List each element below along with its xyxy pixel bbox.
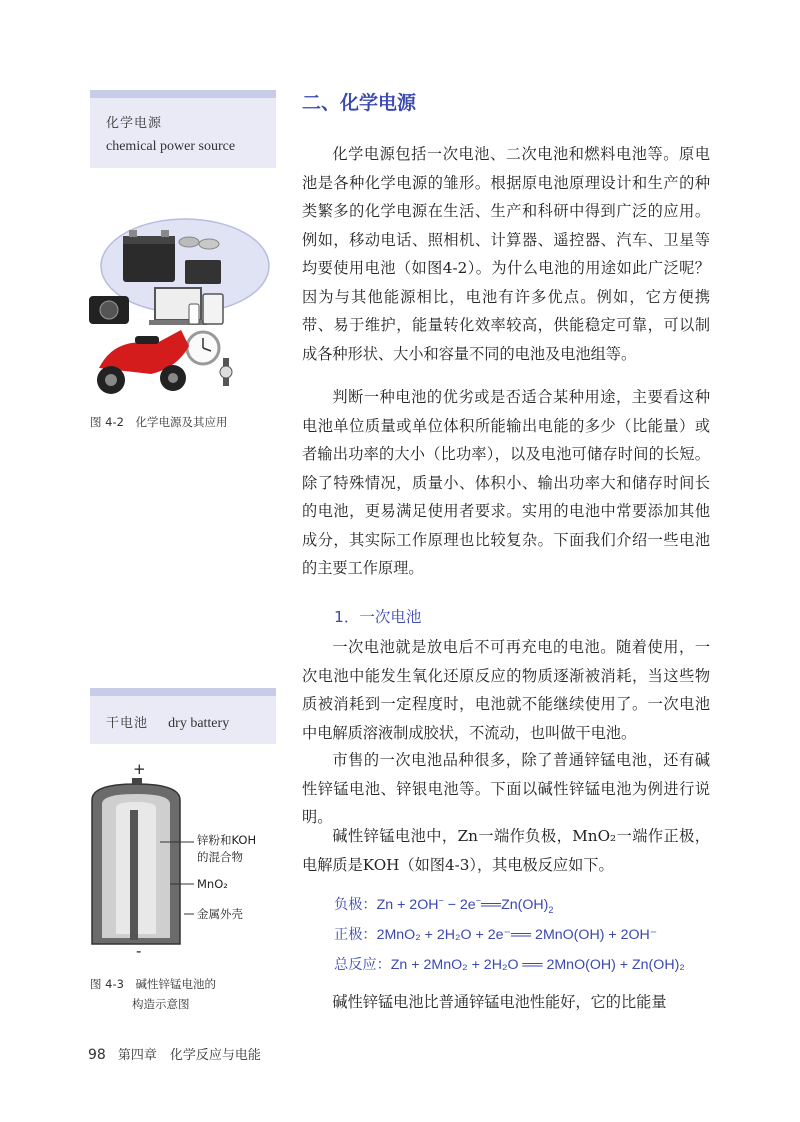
equation-positive-label: 正极： — [334, 927, 377, 943]
label-mno2: MnO₂ — [197, 877, 228, 891]
camera-icon — [89, 296, 129, 324]
paragraph-4: 市售的一次电池品种很多，除了普通锌锰电池，还有碱性锌锰电池、锌银电池等。下面以碱性锌锰电池为例进行说明。 — [302, 751, 710, 826]
paragraph-2: 判断一种电池的优劣或是否适合某种用途，主要看这种电池单位质量或单位体积所能输出电能的多少（比能量）或者输出功率的大小（比功率），以及电池可储存时间的长短。除了特殊情况，质量小、体积小、输出功率大和储存时间长的电池，更易满足使用者要求。实用的电池中常要添加其他成分，其实际工作原理也比较复杂。下面我们介绍一些电池的主要工作原理。 — [302, 388, 710, 577]
tablet-icon — [203, 294, 223, 324]
label-zinc-powder: 锌粉和KOH 的混合物 — [197, 833, 257, 864]
chapter-title: 第四章 化学反应与电能 — [117, 1048, 261, 1063]
glossary-term-en: dry battery — [168, 716, 230, 731]
car-battery-icon — [123, 230, 175, 282]
page-footer — [88, 1044, 261, 1063]
figure-4-3-caption: 图 4-3 碱性锌锰电池的 构造示意图 — [90, 977, 216, 1011]
clock-icon — [187, 332, 219, 364]
equation-negative-label: 负极： — [334, 897, 377, 913]
label-metal-shell: 金属外壳 — [197, 907, 243, 921]
label-leader-lines — [160, 830, 200, 920]
glossary-box-chemical-power-source — [90, 90, 276, 168]
positive-terminal-sign: + — [133, 760, 146, 778]
glossary-box-dry-battery — [90, 688, 276, 744]
glossary-term-zh: 干电池 — [106, 716, 149, 731]
equation-total: 总反应：Zn + 2MnO₂ + 2H₂O ══ 2MnO(OH) + Zn(OH)₂ — [334, 957, 685, 973]
section-heading: 二、化学电源 — [302, 92, 417, 114]
subsection-heading: 1．一次电池 — [334, 608, 422, 626]
page-number: 98 — [88, 1047, 106, 1063]
figure-4-2-illustration — [85, 218, 285, 408]
glossary-term-zh: 化学电源 — [106, 116, 163, 131]
positive-cap — [132, 778, 142, 784]
equation-total-label: 总反应： — [334, 957, 391, 973]
glossary-term-en: chemical power source — [106, 139, 236, 154]
current-collector — [130, 810, 138, 940]
paragraph-5: 碱性锌锰电池中，Zn一端作负极，MnO₂一端作正极，电解质是KOH（如图4-3），其电极反应如下。 — [302, 827, 710, 874]
phone-battery-icon — [185, 260, 221, 284]
paragraph-1: 化学电源包括一次电池、二次电池和燃料电池等。原电池是各种化学电源的雏形。根据原电池原理设计和生产的种类繁多的化学电源在生活、生产和科研中得到广泛的应用。例如，移动电话、照相机、计算器、遥控器、汽车、卫星等均要使用电池（如图4-2）。为什么电池的用途如此广泛呢？因为与其他能源相比，电池有许多优点。例如，它方便携带、易于维护，能量转化效率较高，供能稳定可靠，可以制成各种形状、大小和容量不同的电池及电池组等。 — [302, 145, 710, 363]
figure-4-2-caption: 图 4-2 化学电源及其应用 — [90, 415, 228, 429]
paragraph-3: 一次电池就是放电后不可再充电的电池。随着使用，一次电池中能发生氧化还原反应的物质逐渐被消耗，当这些物质被消耗到一定程度时，电池就不能继续使用了。一次电池中电解质溶液制成胶状，不流动，也叫做干电池。 — [302, 638, 710, 742]
scooter-icon — [97, 330, 189, 394]
watch-icon — [220, 358, 232, 386]
negative-terminal-sign: - — [136, 942, 142, 960]
equation-positive: 正极：2MnO₂ + 2H₂O + 2e⁻══ 2MnO(OH) + 2OH⁻ — [334, 927, 658, 943]
equation-negative: 负极：$Zn + 2OH^- - 2e^-══Zn(OH)_2$ — [334, 895, 554, 915]
phone-icon — [189, 304, 199, 324]
paragraph-6: 碱性锌锰电池比普通锌锰电池性能好，它的比能量 — [332, 993, 667, 1011]
